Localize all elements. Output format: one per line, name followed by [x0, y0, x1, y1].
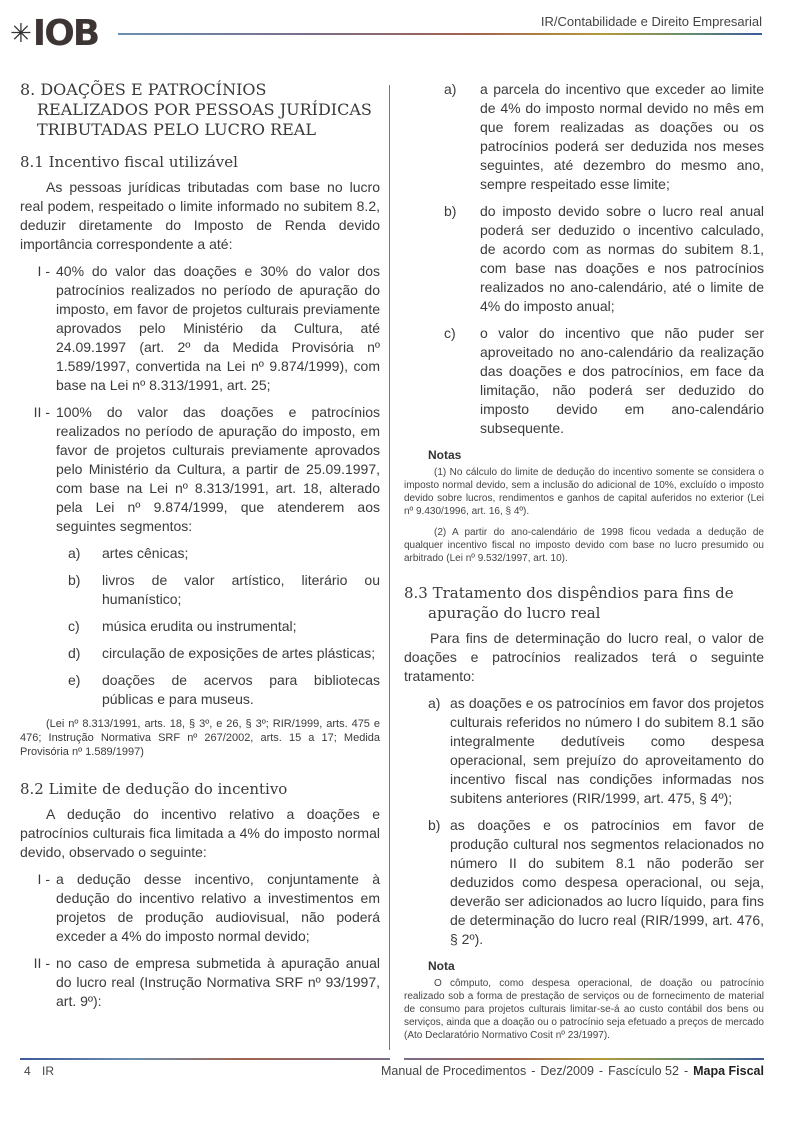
- segment-label: a): [68, 545, 81, 561]
- treatment-item: [404, 694, 764, 808]
- header-title: IR/Contabilidade e Direito Empresarial: [540, 14, 762, 29]
- page-footer: [0, 1058, 800, 1108]
- roman-item: [20, 262, 380, 395]
- segment-label: c): [68, 618, 80, 634]
- segment-item: [20, 544, 380, 563]
- page-header: [0, 0, 800, 70]
- section-8-3-intro: Para fins de determinação do lucro real, o valor de doações e patrocínios realizados terá o seguinte tratamento:: [404, 630, 764, 684]
- segment-label: e): [68, 672, 81, 688]
- publication-issue: Fascículo 52: [608, 1064, 679, 1078]
- note-2: (2) A partir do ano-calendário de 1998 ficou vedada a dedução de qualquer incentivo fiscal no imposto devido com base no lucro presumido ou arbitrado (Lei nº 9.532/1997, art. 10).: [404, 527, 764, 564]
- segment-text: música erudita ou instrumental;: [102, 618, 297, 634]
- sub-item: [404, 202, 764, 316]
- right-column: [404, 80, 764, 1050]
- roman-item: [20, 870, 380, 946]
- segment-text: doações de acervos para bibliotecas públicas e para museus.: [102, 672, 380, 707]
- roman-item: [20, 954, 380, 1011]
- roman-text: a dedução desse incentivo, conjuntamente à dedução do incentivo relativo a investimentos em projetos de produção audiovisual, não poderá exceder a 4% do imposto normal devido;: [56, 871, 380, 944]
- separator: -: [683, 1064, 689, 1078]
- footer-section: IR: [42, 1064, 55, 1078]
- sub-item-label: a): [444, 81, 457, 97]
- publication-name: Manual de Procedimentos: [380, 1064, 527, 1078]
- sub-item-label: c): [444, 325, 456, 341]
- segment-text: circulação de exposições de artes plásticas;: [102, 645, 376, 661]
- section-8-1-intro: As pessoas jurídicas tributadas com base no lucro real podem, respeitado o limite informado no subitem 8.2, deduzir diretamente do Imposto de Renda devido importância correspondente a até:: [20, 179, 380, 252]
- separator: -: [598, 1064, 604, 1078]
- treatment-label: a): [428, 695, 441, 711]
- notes-heading: Notas: [428, 448, 462, 462]
- note-heading: Nota: [428, 959, 455, 973]
- column-divider: [389, 85, 390, 1050]
- treatment-item: [404, 816, 764, 949]
- roman-number: II -: [33, 404, 50, 420]
- footer-rule-left: [20, 1058, 390, 1060]
- segment-text: livros de valor artístico, literário ou humanístico;: [102, 572, 380, 607]
- section-8-2-intro: A dedução do incentivo relativo a doações e patrocínios culturais fica limitada a 4% do imposto normal devido, observado o seguinte:: [20, 806, 380, 860]
- page-columns: [0, 70, 800, 1050]
- segment-item: [20, 571, 380, 609]
- publication-date: Dez/2009: [540, 1064, 594, 1078]
- footer-page-info: [24, 1064, 54, 1078]
- logo-star-icon: ✳: [10, 19, 32, 49]
- treatment-label: b): [428, 817, 441, 833]
- segment-item: [20, 617, 380, 636]
- legal-citation: (Lei nº 8.313/1991, arts. 18, § 3º, e 26, § 3º; RIR/1999, arts. 475 e 476; Instrução Normativa SRF nº 267/2002, arts. 15 a 17; Medida Provisória nº 1.589/1997): [20, 718, 380, 758]
- treatment-text: as doações e os patrocínios em favor de produção cultural nos segmentos relacionados no número II do subitem 8.1 não poderão ser deduzidos como despesa operacional, ou seja, deverão ser adicionados ao lucro líquido, para fins de determinação do lucro real (RIR/1999, art. 476, § 2º).: [450, 817, 764, 947]
- roman-text: 100% do valor das doações e patrocínios realizados no período de apuração do imposto, em favor de projetos culturais previamente aprovados pelo Ministério da Cultura, a partir de 25.09.1997, com base na Lei nº 8.313/1991, art. 18, alterado pela Lei nº 9.874/1999, que atenderem aos seguintes segmentos:: [56, 404, 380, 534]
- iob-logo: [10, 13, 99, 54]
- page-number: 4: [24, 1064, 31, 1078]
- treatment-text: as doações e os patrocínios em favor dos projetos culturais referidos no número I do subitem 8.1 são integralmente dedutíveis como despesa operacional, sem prejuízo do aproveitamento do incentivo fiscal nas condições informadas nos subitens anteriores (RIR/1999, art. 475, § 4º);: [450, 695, 764, 806]
- segment-text: artes cênicas;: [102, 545, 189, 561]
- note-text: O cômputo, como despesa operacional, de doação ou patrocínio realizado sob a forma de prestação de serviços ou de fornecimento de material de consumo para projetos culturais limitar-se-á ao custo contábil dos bens ou serviços, ainda que a doação ou o patrocínio seja efetuado a preços de mercado (Ato Declaratório Normativo Cosit nº 23/1997).: [404, 978, 764, 1041]
- segment-label: d): [68, 645, 81, 661]
- roman-number: I -: [37, 871, 50, 887]
- left-column: [20, 80, 380, 1019]
- sub-item: [404, 324, 764, 438]
- chapter-title: 8. DOAÇÕES E PATROCÍNIOS REALIZADOS POR PESSOAS JURÍDICAS TRIBUTADAS PELO LUCRO REAL: [20, 80, 372, 139]
- roman-text: no caso de empresa submetida à apuração anual do lucro real (Instrução Normativa SRF nº 93/1997, art. 9º):: [56, 955, 380, 1009]
- header-rule: [118, 33, 762, 35]
- note-1: (1) No cálculo do limite de dedução do incentivo somente se considera o imposto normal devido, sem a inclusão do adicional de 10%, excluído o imposto devido sobre lucros, rendimentos e ganhos de capital auferidos no exterior (Lei nº 9.430/1996, art. 16, § 4º).: [404, 467, 764, 517]
- footer-rule-right: [404, 1058, 764, 1060]
- separator: -: [531, 1064, 536, 1078]
- segment-label: b): [68, 572, 81, 588]
- roman-number: II -: [33, 955, 50, 971]
- sub-item: [404, 80, 764, 194]
- sub-item-text: a parcela do incentivo que exceder ao limite de 4% do imposto normal devido no mês em que forem realizadas as doações ou os patrocínios poderá ser deduzida nos meses seguintes, até dezembro do mesmo ano, sempre respeitado esse limite;: [480, 81, 764, 192]
- publication-brand: Mapa Fiscal: [693, 1064, 764, 1078]
- section-8-2-title: 8.2 Limite de dedução do incentivo: [20, 780, 288, 798]
- footer-publication: [381, 1064, 764, 1078]
- sub-item-label: b): [444, 203, 457, 219]
- section-8-3-title: 8.3 Tratamento dos dispêndios para fins de apuração do lucro real: [404, 584, 734, 622]
- roman-item: [20, 403, 380, 536]
- sub-item-text: o valor do incentivo que não puder ser aproveitado no ano-calendário da realização das doações e dos patrocínios, em face da limitação, não poderá ser deduzido do imposto devido em ano-calendário subsequente.: [480, 325, 764, 436]
- sub-item-text: do imposto devido sobre o lucro real anual poderá ser deduzido o incentivo calculado, de acordo com as normas do subitem 8.1, com base nas doações e nos patrocínios realizados no ano-calendário, até o limite de 4% do imposto anual;: [480, 203, 764, 314]
- section-8-1-title: 8.1 Incentivo fiscal utilizável: [20, 153, 238, 171]
- roman-text: 40% do valor das doações e 30% do valor dos patrocínios realizados no período de apuração do imposto, em favor de projetos culturais previamente aprovados pelo Ministério da Cultura, até 24.09.1997 (art. 2º da Medida Provisória nº 1.589/1997, convertida na Lei nº 9.874/1999), com base na Lei nº 8.313/1991, art. 25;: [56, 263, 380, 393]
- segment-item: [20, 644, 380, 663]
- logo-text: IOB: [32, 13, 99, 54]
- segment-item: [20, 671, 380, 709]
- roman-number: I -: [37, 263, 50, 279]
